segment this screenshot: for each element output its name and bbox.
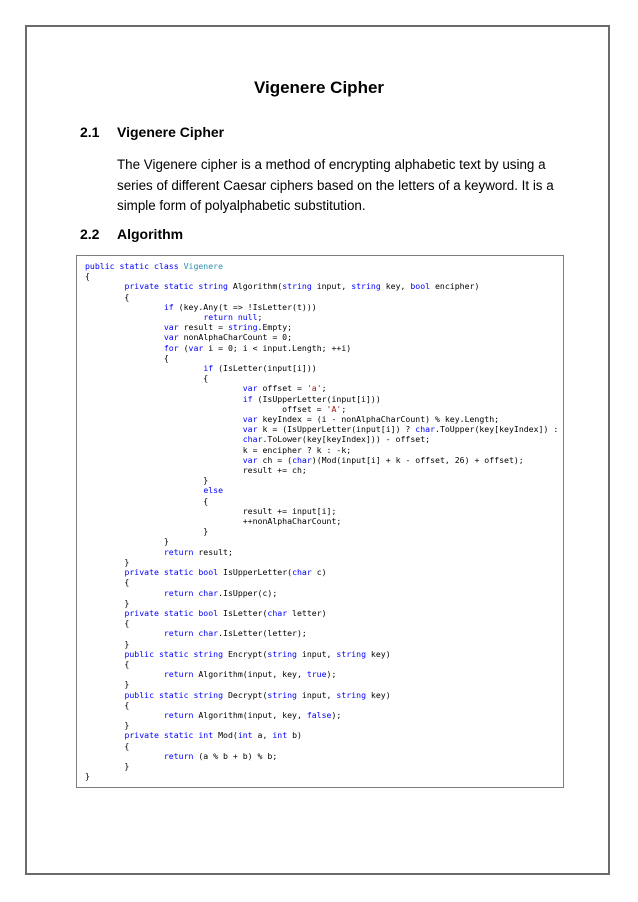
code-line [85, 292, 558, 302]
code-token: offset = [257, 383, 307, 394]
code-token: private static string [124, 281, 228, 292]
code-token: char [267, 607, 288, 618]
code-line [85, 434, 558, 444]
code-token: char [242, 434, 263, 445]
code-token: )(Mod(input[i] + k - offset, 26) + offset); [311, 454, 524, 465]
code-token: if [203, 363, 214, 374]
code-line [85, 700, 558, 710]
code-line [85, 659, 558, 669]
code-token: ; [321, 383, 327, 394]
code-token: key, [380, 281, 411, 292]
code-token: int [272, 730, 288, 741]
code-line [85, 455, 558, 465]
code-token: ); [331, 709, 342, 720]
code-line [85, 628, 558, 638]
code-token: offset = [85, 403, 327, 414]
code-token: var [163, 322, 179, 333]
code-line [85, 516, 558, 526]
code-token: input, [296, 689, 337, 700]
code-token: return char [163, 628, 219, 639]
code-token: .IsLetter(letter); [218, 628, 307, 639]
code-listing [85, 261, 558, 781]
code-token: .ToUpper(key[keyIndex]) : [435, 424, 559, 435]
code-token: } [85, 638, 130, 649]
code-line [85, 669, 558, 679]
code-token: input, [296, 648, 337, 659]
code-token [85, 751, 164, 761]
code-token: return [163, 546, 194, 557]
code-token: Algorithm(input, key, [193, 669, 307, 680]
code-token: } [85, 679, 130, 690]
code-token: if [163, 301, 174, 312]
code-token: ++nonAlphaCharCount; [85, 516, 342, 527]
code-token: return [163, 709, 194, 720]
code-line [85, 261, 558, 271]
code-token: k = (IsUpperLetter(input[i]) ? [257, 424, 416, 435]
code-line [85, 281, 558, 291]
code-token [85, 690, 124, 700]
code-token: } [85, 597, 130, 608]
code-token: Decrypt( [223, 689, 268, 700]
code-line [85, 485, 558, 495]
code-line [85, 639, 558, 649]
code-token: string [267, 689, 297, 700]
code-token: int [237, 730, 253, 741]
code-token: string [336, 689, 366, 700]
code-token [85, 434, 243, 444]
code-token: { [85, 740, 130, 751]
code-token: return [163, 669, 194, 680]
code-token: (IsUpperLetter(input[i])) [252, 393, 381, 404]
code-line [85, 730, 558, 740]
code-token [85, 649, 124, 659]
code-token [85, 608, 124, 618]
code-token: b) [287, 730, 302, 741]
code-token: } [85, 556, 130, 567]
code-token: .Empty; [257, 322, 293, 333]
code-token: string [336, 648, 366, 659]
code-token [85, 485, 203, 495]
code-token [85, 628, 164, 638]
body-paragraph: The Vigenere cipher is a method of encrypting alphabetic text by using a series of different Caesar ciphers based on the letters of a keyword. It is a simple form of polyalphabetic substitution. [117, 157, 554, 213]
code-token: for [163, 342, 179, 353]
code-line [85, 465, 558, 475]
code-line [85, 536, 558, 546]
code-line [85, 312, 558, 322]
code-line [85, 690, 558, 700]
code-token: } [85, 720, 130, 731]
code-token: Algorithm(input, key, [193, 709, 307, 720]
code-line [85, 588, 558, 598]
section-number: 2.2 [80, 226, 100, 242]
code-token: var [242, 454, 258, 465]
code-token: } [85, 536, 169, 547]
code-token: var [242, 414, 258, 425]
code-token: char [415, 424, 436, 435]
code-line [85, 771, 558, 781]
code-token: var [242, 424, 258, 435]
code-line [85, 424, 558, 434]
code-token: private static bool [124, 607, 219, 618]
code-token: string [267, 648, 297, 659]
code-token: 'a' [306, 383, 322, 394]
code-token: encipher) [430, 281, 480, 292]
code-token: return null [203, 312, 258, 323]
code-token: ( [178, 342, 189, 353]
code-line [85, 679, 558, 689]
code-token: nonAlphaCharCount = 0; [178, 332, 293, 343]
code-token: var [163, 332, 179, 343]
code-token [85, 669, 164, 679]
code-token [85, 730, 124, 740]
code-token: char [292, 567, 312, 578]
code-token: c) [311, 567, 327, 578]
code-token: ); [326, 669, 337, 680]
code-token [85, 322, 164, 332]
code-token: .ToLower(key[keyIndex])) - offset; [262, 434, 431, 445]
code-token: IsUpperLetter( [218, 567, 293, 578]
code-line [85, 322, 558, 332]
code-token: string [282, 281, 312, 292]
code-line [85, 598, 558, 608]
code-listing-box [76, 255, 564, 788]
code-token: { [85, 352, 169, 363]
code-token: { [85, 658, 130, 669]
code-token: key) [366, 689, 391, 700]
code-token: a, [252, 730, 273, 741]
code-token: ; [257, 312, 263, 323]
code-line [85, 475, 558, 485]
code-line [85, 618, 558, 628]
code-line [85, 761, 558, 771]
code-token: string [351, 281, 381, 292]
code-token: input, [311, 281, 352, 292]
code-line [85, 557, 558, 567]
code-token [85, 547, 164, 557]
code-token [85, 588, 164, 598]
code-token: bool [410, 281, 431, 292]
code-line [85, 332, 558, 342]
code-token: result; [193, 546, 233, 557]
code-token [85, 383, 243, 393]
code-token: { [85, 291, 130, 302]
code-token: { [85, 618, 130, 629]
code-token: char [292, 454, 312, 465]
code-token: private static bool [124, 567, 219, 578]
code-token: ch = ( [257, 454, 293, 465]
code-token: } [85, 760, 130, 771]
code-token [85, 302, 164, 312]
code-token: public static string [124, 689, 224, 700]
code-token: { [85, 373, 209, 384]
document-title: Vigenere Cipher [253, 78, 385, 97]
code-token: Mod( [213, 730, 238, 741]
code-token: letter) [287, 607, 327, 618]
code-token: false [306, 709, 332, 720]
code-token: return [163, 750, 194, 761]
code-token: public static string [124, 648, 224, 659]
code-line [85, 577, 558, 587]
code-line [85, 649, 558, 659]
code-line [85, 720, 558, 730]
code-line [85, 383, 558, 393]
code-token: key) [366, 648, 391, 659]
code-line [85, 414, 558, 424]
code-token: true [306, 669, 327, 680]
code-token: ; [341, 403, 347, 414]
code-token: Encrypt( [223, 648, 268, 659]
code-line [85, 394, 558, 404]
code-line [85, 741, 558, 751]
code-token: var [188, 342, 204, 353]
code-line [85, 526, 558, 536]
code-token [85, 343, 164, 353]
code-token: { [85, 699, 130, 710]
code-token: .IsUpper(c); [218, 587, 278, 598]
code-token: var [242, 383, 258, 394]
code-token: (IsLetter(input[i])) [213, 363, 317, 374]
code-token: public static class [85, 261, 184, 271]
code-token: private static int [124, 730, 214, 741]
code-token: if [242, 393, 253, 404]
code-token: result += input[i]; [85, 505, 337, 516]
code-token: { [85, 271, 90, 282]
code-token [85, 424, 243, 434]
code-line [85, 506, 558, 516]
code-token: } [85, 526, 209, 537]
code-token: (key.Any(t => !IsLetter(t))) [173, 301, 317, 312]
code-token: k = encipher ? k : -k; [85, 444, 352, 455]
code-line [85, 751, 558, 761]
code-line [85, 608, 558, 618]
code-token: { [85, 577, 130, 588]
code-token: result += ch; [85, 465, 307, 476]
code-token [85, 710, 164, 720]
code-token [85, 455, 243, 465]
code-token: keyIndex = (i - nonAlphaCharCount) % key.Length; [257, 414, 500, 425]
code-line [85, 363, 558, 373]
section-heading: Vigenere Cipher [117, 124, 225, 140]
code-line [85, 567, 558, 577]
code-line [85, 343, 558, 353]
code-token: { [85, 495, 209, 506]
code-line [85, 271, 558, 281]
code-line [85, 404, 558, 414]
code-token [85, 332, 164, 342]
section-heading: Algorithm [117, 226, 184, 242]
code-token: else [203, 485, 224, 496]
code-line [85, 547, 558, 557]
code-line [85, 353, 558, 363]
code-token: } [85, 771, 90, 782]
code-line [85, 710, 558, 720]
code-token [85, 281, 124, 291]
code-token: IsLetter( [218, 607, 268, 618]
code-token: (a % b + b) % b; [193, 750, 278, 761]
code-token: } [85, 475, 209, 486]
code-token [85, 414, 243, 424]
code-token: result = [178, 322, 228, 333]
code-token [85, 312, 203, 322]
code-token: Algorithm( [227, 281, 283, 292]
code-line [85, 373, 558, 383]
code-token: i = 0; i < input.Length; ++i) [203, 342, 352, 353]
code-token [85, 567, 124, 577]
code-token: return char [163, 587, 219, 598]
code-token [85, 394, 243, 404]
code-line [85, 445, 558, 455]
section-number: 2.1 [80, 124, 100, 140]
code-token [85, 363, 203, 373]
code-line [85, 302, 558, 312]
code-token: Vigenere [183, 261, 224, 271]
code-token: string [227, 322, 258, 333]
code-line [85, 496, 558, 506]
code-token: 'A' [326, 403, 342, 414]
